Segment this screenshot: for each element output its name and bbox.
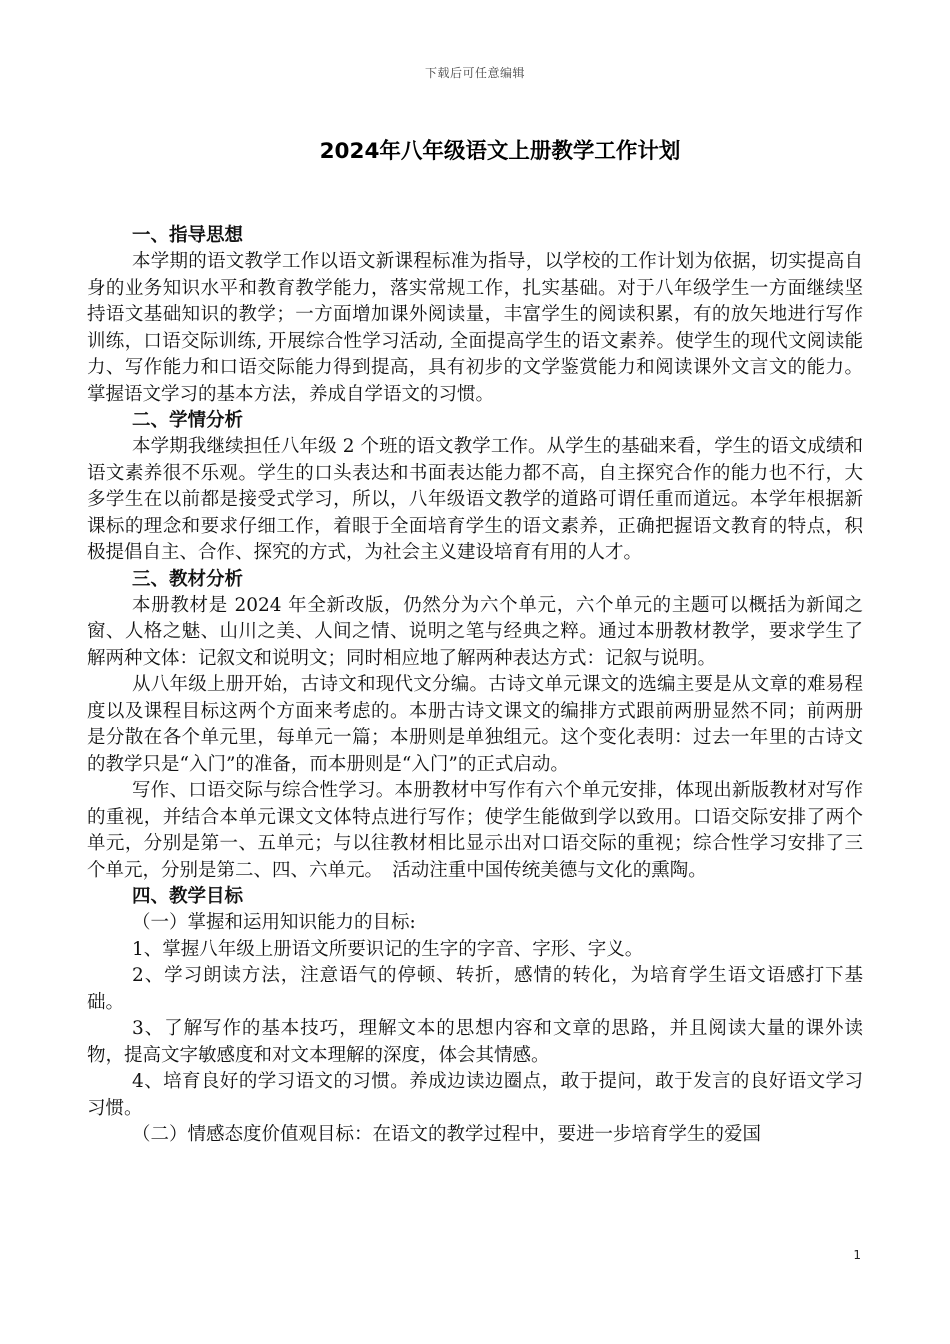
section-heading-student-analysis: 二、学情分析 [132,410,244,431]
section-heading-teaching-goals: 四、教学目标 [132,886,244,907]
section-heading-guiding-ideology: 一、指导思想 [132,225,244,246]
goal-item: 4、培育良好的学习语文的习惯。养成边读边圈点，敢于提问，敢于发言的良好语文学习习惯。 [87,1071,863,1119]
goal-subheading: （二）情感态度价值观目标：在语文的教学过程中，要进一步培育学生的爱国 [132,1124,762,1145]
header-note: 下载后可任意编辑 [424,66,525,80]
goal-item: 3、了解写作的基本技巧，理解文本的思想内容和文章的思路，并且阅读大量的课外读物，提高文字敏感度和对文本理解的深度，体会其情感。 [87,1018,863,1066]
goal-item: 1、掌握八年级上册语文所要识记的生字的字音、字形、字义。 [132,938,644,960]
document-body [87,223,863,1149]
paragraph: 本学期我继续担任八年级 2 个班的语文教学工作。从学生的基础来看，学生的语文成绩和语文素养很不乐观。学生的口头表达和书面表达能力都不高，自主探究合作的能力也不行，大多学生在以前都是接受式学习，所以，八年级语文教学的道路可谓任重而道远。本学年根据新课标的理念和要求仔细工作，着眼于全面培育学生的语文素养，正确把握语文教育的特点，积极提倡自主、合作、探究的方式，为社会主义建设培育有用的人才。 [87,436,863,563]
document-title: 2024年八年级语文上册教学工作计划 [319,139,681,164]
page-number: 1 [853,1248,861,1262]
section-heading-textbook-analysis: 三、教材分析 [132,568,244,590]
paragraph: 写作、口语交际与综合性学习。本册教材中写作有六个单元安排，体现出新版教材对写作的重视，并结合本单元课文文体特点进行写作；使学生能做到学以致用。口语交际安排了两个单元，分别是第一、五单元；与以往教材相比显示出对口语交际的重视；综合性学习安排了三个单元，分别是第二、四、六单元。 活动注重中国传统美德与文化的熏陶。 [87,780,863,881]
goal-item: 2、学习朗读方法，注意语气的停顿、转折，感情的转化，为培育学生语文语感打下基础。 [87,965,863,1013]
goal-subheading: （一）掌握和运用知识能力的目标: [132,912,416,933]
paragraph: 从八年级上册开始，古诗文和现代文分编。古诗文单元课文的选编主要是从文章的难易程度以及课程目标这两个方面来考虑的。本册古诗文课文的编排方式跟前两册显然不同；前两册是分散在各个单元里，每单元一篇；本册则是单独组元。这个变化表明：过去一年里的古诗文的教学只是“入门”的准备，而本册则是“入门”的正式启动。 [87,674,863,775]
paragraph: 本学期的语文教学工作以语文新课程标准为指导，以学校的工作计划为依据，切实提高自身的业务知识水平和教育教学能力，落实常规工作，扎实基础。对于八年级学生一方面继续坚持语文基础知识的教学；一方面增加课外阅读量，丰富学生的阅读积累，有的放矢地进行写作训练，口语交际训练, 开展综合性学习活动, 全面提高学生的语文素养。使学生的现代文阅读能力、写作能力和口语交际能力得到提高，具有初步的文学鉴赏能力和阅读课外文言文的能力。掌握语文学习的基本方法，养成自学语文的习惯。 [87,251,863,405]
paragraph: 本册教材是 2024 年全新改版，仍然分为六个单元，六个单元的主题可以概括为新闻之窗、人格之魅、山川之美、人间之情、说明之笔与经典之粹。通过本册教材教学，要求学生了解两种文体：记叙文和说明文；同时相应地了解两种表达方式：记叙与说明。 [87,594,863,669]
